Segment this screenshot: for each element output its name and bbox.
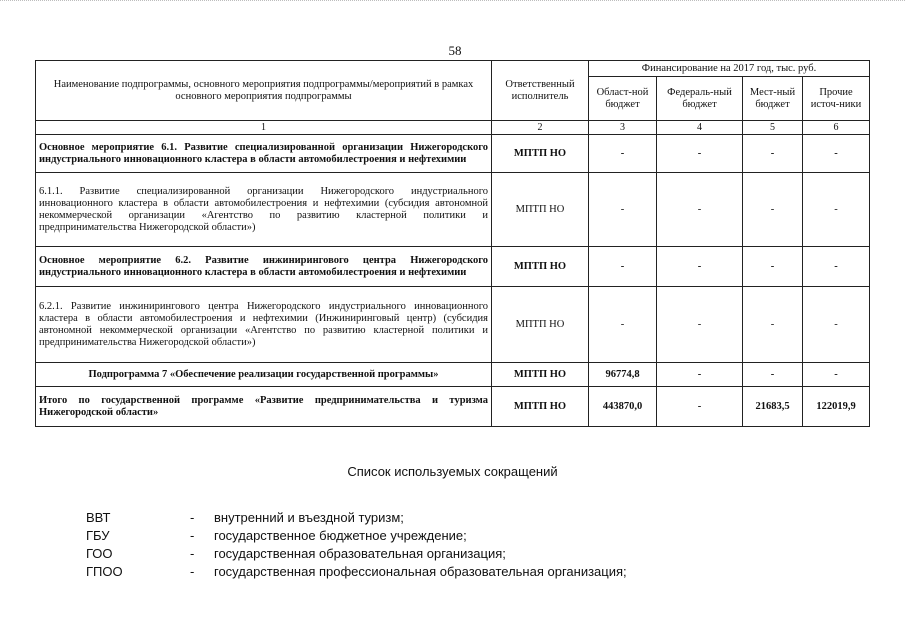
abbreviation-description: государственная профессиональная образовательная организация; xyxy=(214,564,627,579)
header-federal-budget: Федераль-ный бюджет xyxy=(657,77,743,121)
row-responsible: МПТП НО xyxy=(492,287,589,363)
row-local: 21683,5 xyxy=(743,387,803,427)
abbreviation-dash: - xyxy=(190,564,195,579)
row-other: 122019,9 xyxy=(803,387,870,427)
row-local: - xyxy=(743,363,803,387)
header-responsible: Ответственный исполнитель xyxy=(492,61,589,121)
abbreviation-code: ГОО xyxy=(86,546,113,561)
row-name: 6.2.1. Развитие инжинирингового центра Нижегородского индустриального инновационного кластера в области автомобилестроения и нефтехимии (Инжиниринговый центр) (субсидия автономной некоммерческой организации «Агентство по развитию кластерной политики и предпринимательства Нижегородской области») xyxy=(36,287,492,363)
abbreviation-code: ГБУ xyxy=(86,528,110,543)
row-name: 6.1.1. Развитие специализированной организации Нижегородского индустриального инновационного кластера в области автомобилестроения и нефтехимии (субсидия автономной некоммерческой организации «Агентство по развитию кластерной политики и предпринимательства Нижегородской области») xyxy=(36,173,492,247)
row-responsible: МПТП НО xyxy=(492,247,589,287)
row-other: - xyxy=(803,135,870,173)
column-number: 5 xyxy=(743,121,803,135)
row-regional: - xyxy=(589,247,657,287)
header-local-budget: Мест-ный бюджет xyxy=(743,77,803,121)
row-regional: - xyxy=(589,287,657,363)
row-federal: - xyxy=(657,135,743,173)
abbreviation-dash: - xyxy=(190,510,195,525)
page-number: 58 xyxy=(448,43,462,58)
row-responsible: МПТП НО xyxy=(492,363,589,387)
row-name: Подпрограмма 7 «Обеспечение реализации государственной программы» xyxy=(36,363,492,387)
row-regional: 96774,8 xyxy=(589,363,657,387)
row-federal: - xyxy=(657,287,743,363)
row-regional: - xyxy=(589,173,657,247)
row-other: - xyxy=(803,363,870,387)
row-responsible: МПТП НО xyxy=(492,173,589,247)
column-number: 2 xyxy=(492,121,589,135)
abbreviation-description: внутренний и въездной туризм; xyxy=(214,510,404,525)
table-row xyxy=(36,387,870,427)
header-name: Наименование подпрограммы, основного мероприятия подпрограммы/мероприятий в рамках основного мероприятия подпрограммы xyxy=(36,61,492,121)
abbreviation-code: ВВТ xyxy=(86,510,111,525)
table-row xyxy=(36,135,870,173)
row-other: - xyxy=(803,287,870,363)
row-local: - xyxy=(743,247,803,287)
column-number: 4 xyxy=(657,121,743,135)
top-border-line xyxy=(0,0,905,7)
column-number: 3 xyxy=(589,121,657,135)
row-local: - xyxy=(743,135,803,173)
row-responsible: МПТП НО xyxy=(492,387,589,427)
abbreviation-description: государственное бюджетное учреждение; xyxy=(214,528,467,543)
table-row xyxy=(36,247,870,287)
row-federal: - xyxy=(657,387,743,427)
abbreviation-code: ГПОО xyxy=(86,564,123,579)
header-other-sources: Прочие источ-ники xyxy=(803,77,870,121)
row-federal: - xyxy=(657,363,743,387)
row-local: - xyxy=(743,287,803,363)
abbreviations-title: Список используемых сокращений xyxy=(347,464,558,479)
list-item xyxy=(86,510,866,528)
table-row xyxy=(36,363,870,387)
list-item xyxy=(86,564,866,582)
header-financing: Финансирование на 2017 год, тыс. руб. xyxy=(589,61,870,77)
abbreviations-list xyxy=(86,510,866,582)
abbreviation-description: государственная образовательная организация; xyxy=(214,546,506,561)
abbreviation-dash: - xyxy=(190,528,195,543)
row-name: Основное мероприятие 6.2. Развитие инжинирингового центра Нижегородского индустриального инновационного кластера в области автомобилестроения и нефтехимии xyxy=(36,247,492,287)
row-name: Итого по государственной программе «Развитие предпринимательства и туризма Нижегородской области» xyxy=(36,387,492,427)
column-number: 6 xyxy=(803,121,870,135)
table-row xyxy=(36,173,870,247)
row-federal: - xyxy=(657,173,743,247)
row-regional: - xyxy=(589,135,657,173)
row-regional: 443870,0 xyxy=(589,387,657,427)
row-other: - xyxy=(803,247,870,287)
financing-table xyxy=(35,60,870,427)
header-regional-budget: Област-ной бюджет xyxy=(589,77,657,121)
column-numbers-row xyxy=(36,121,870,135)
list-item xyxy=(86,546,866,564)
row-name: Основное мероприятие 6.1. Развитие специализированной организации Нижегородского индустриального инновационного кластера в области автомобилестроения и нефтехимии xyxy=(36,135,492,173)
table-row xyxy=(36,287,870,363)
row-responsible: МПТП НО xyxy=(492,135,589,173)
abbreviation-dash: - xyxy=(190,546,195,561)
row-local: - xyxy=(743,173,803,247)
row-other: - xyxy=(803,173,870,247)
list-item xyxy=(86,528,866,546)
row-federal: - xyxy=(657,247,743,287)
column-number: 1 xyxy=(36,121,492,135)
